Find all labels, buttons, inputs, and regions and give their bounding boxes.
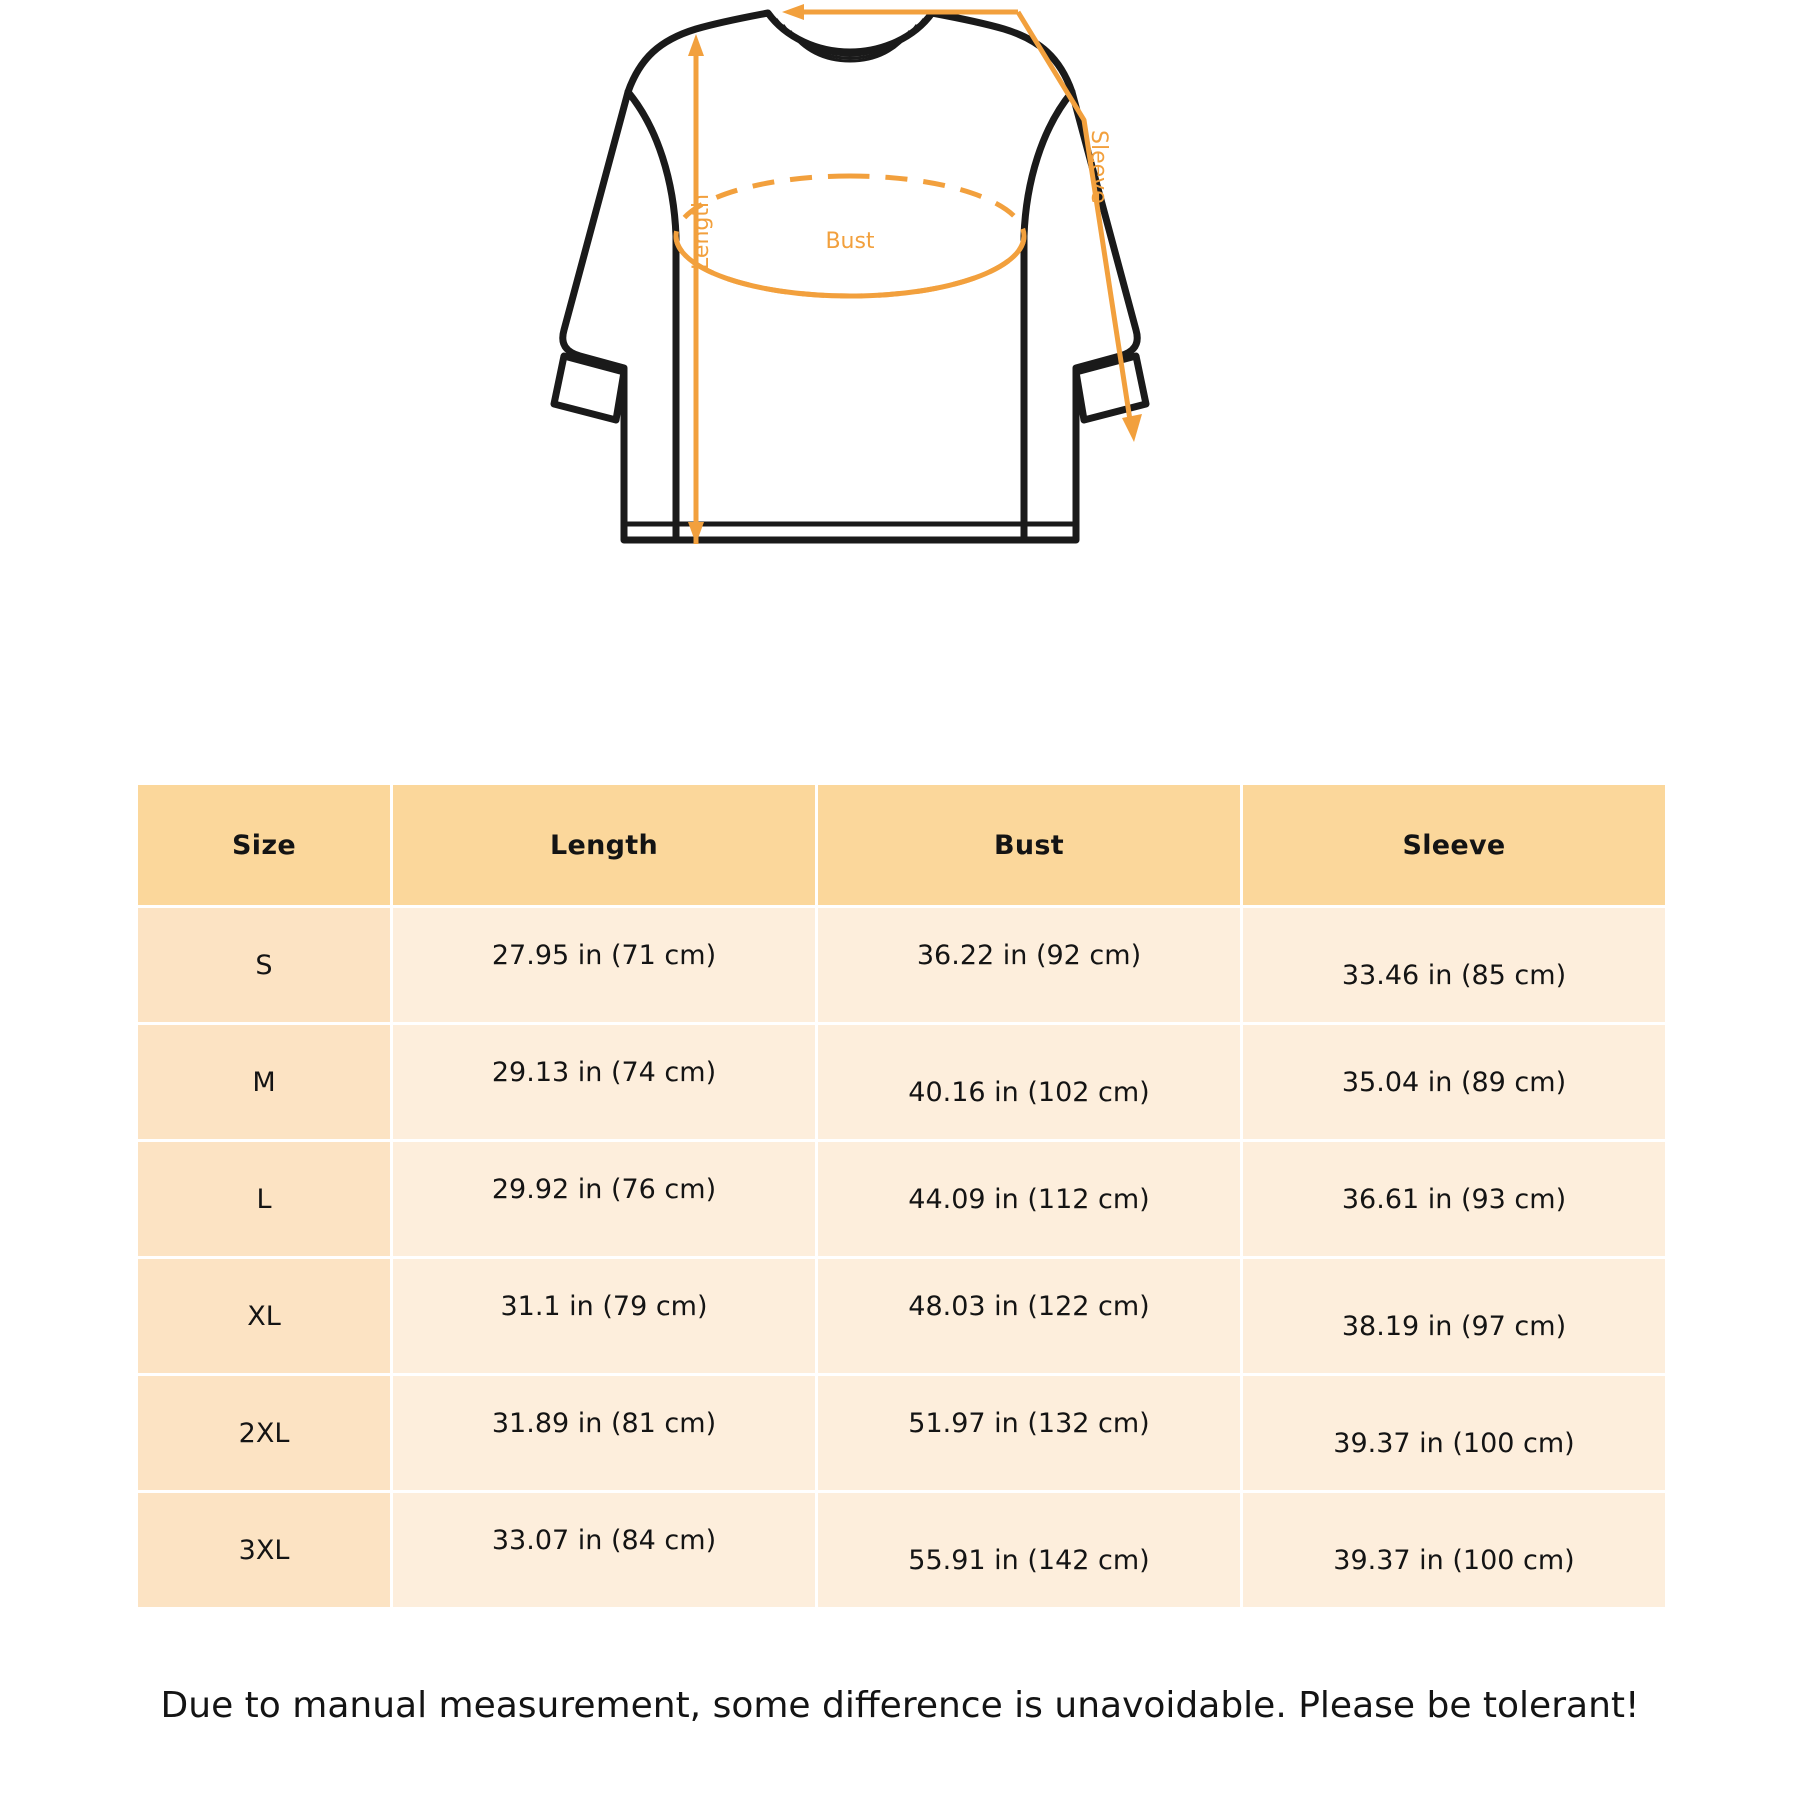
cell-sleeve-value: 36.61 in (93 cm) xyxy=(1341,1183,1567,1215)
cell-length-value: 29.13 in (74 cm) xyxy=(491,1056,717,1088)
cell-size: XL xyxy=(137,1258,392,1375)
length-label: Length xyxy=(689,194,714,270)
cell-bust xyxy=(817,1375,1242,1492)
garment-diagram xyxy=(0,0,1800,720)
column-header-length: Length xyxy=(392,784,817,907)
cell-sleeve xyxy=(1242,907,1667,1024)
cell-sleeve-value: 39.37 in (100 cm) xyxy=(1333,1544,1575,1576)
long-sleeve-shirt-illustration xyxy=(500,0,1300,700)
table-row xyxy=(137,907,1667,1024)
column-header-size: Size xyxy=(137,784,392,907)
cell-length-value: 33.07 in (84 cm) xyxy=(491,1524,717,1556)
cell-length xyxy=(392,1141,817,1258)
cell-bust-value: 51.97 in (132 cm) xyxy=(908,1407,1150,1439)
cell-length-value: 31.89 in (81 cm) xyxy=(491,1407,717,1439)
table-row xyxy=(137,1375,1667,1492)
table-header-row xyxy=(137,784,1667,907)
cell-length xyxy=(392,907,817,1024)
cell-bust xyxy=(817,1141,1242,1258)
cell-sleeve xyxy=(1242,1492,1667,1609)
table-row xyxy=(137,1258,1667,1375)
column-header-bust: Bust xyxy=(817,784,1242,907)
cell-bust xyxy=(817,1024,1242,1141)
cell-bust-value: 55.91 in (142 cm) xyxy=(908,1544,1150,1576)
cell-length xyxy=(392,1024,817,1141)
cell-sleeve xyxy=(1242,1024,1667,1141)
cell-size: S xyxy=(137,907,392,1024)
cell-length-value: 27.95 in (71 cm) xyxy=(491,939,717,971)
cell-size: 2XL xyxy=(137,1375,392,1492)
cell-sleeve xyxy=(1242,1375,1667,1492)
disclaimer-note: Due to manual measurement, some difference is unavoidable. Please be tolerant! xyxy=(160,1685,1640,1726)
table-row xyxy=(137,1024,1667,1141)
cell-length xyxy=(392,1258,817,1375)
cell-length-value: 29.92 in (76 cm) xyxy=(491,1173,717,1205)
cell-size: L xyxy=(137,1141,392,1258)
shirt-outline xyxy=(563,13,1137,540)
cell-sleeve-value: 39.37 in (100 cm) xyxy=(1333,1427,1575,1459)
cell-length xyxy=(392,1492,817,1609)
size-table-container xyxy=(135,782,1665,1610)
cell-sleeve xyxy=(1242,1258,1667,1375)
cell-bust-value: 40.16 in (102 cm) xyxy=(908,1076,1150,1108)
cell-bust xyxy=(817,907,1242,1024)
cell-sleeve xyxy=(1242,1141,1667,1258)
cell-bust-value: 44.09 in (112 cm) xyxy=(908,1183,1150,1215)
table-row xyxy=(137,1141,1667,1258)
column-header-sleeve: Sleeve xyxy=(1242,784,1667,907)
cell-length-value: 31.1 in (79 cm) xyxy=(500,1290,708,1322)
cell-length xyxy=(392,1375,817,1492)
cell-sleeve-value: 38.19 in (97 cm) xyxy=(1341,1310,1567,1342)
cell-bust xyxy=(817,1492,1242,1609)
cell-bust xyxy=(817,1258,1242,1375)
cell-sleeve-value: 35.04 in (89 cm) xyxy=(1341,1066,1567,1098)
cell-bust-value: 48.03 in (122 cm) xyxy=(908,1290,1150,1322)
size-table xyxy=(135,782,1668,1610)
table-row xyxy=(137,1492,1667,1609)
cell-bust-value: 36.22 in (92 cm) xyxy=(916,939,1142,971)
cell-size: M xyxy=(137,1024,392,1141)
sleeve-label: Sleeve xyxy=(1086,130,1111,204)
cell-size: 3XL xyxy=(137,1492,392,1609)
cell-sleeve-value: 33.46 in (85 cm) xyxy=(1341,959,1567,991)
bust-label: Bust xyxy=(825,229,875,254)
